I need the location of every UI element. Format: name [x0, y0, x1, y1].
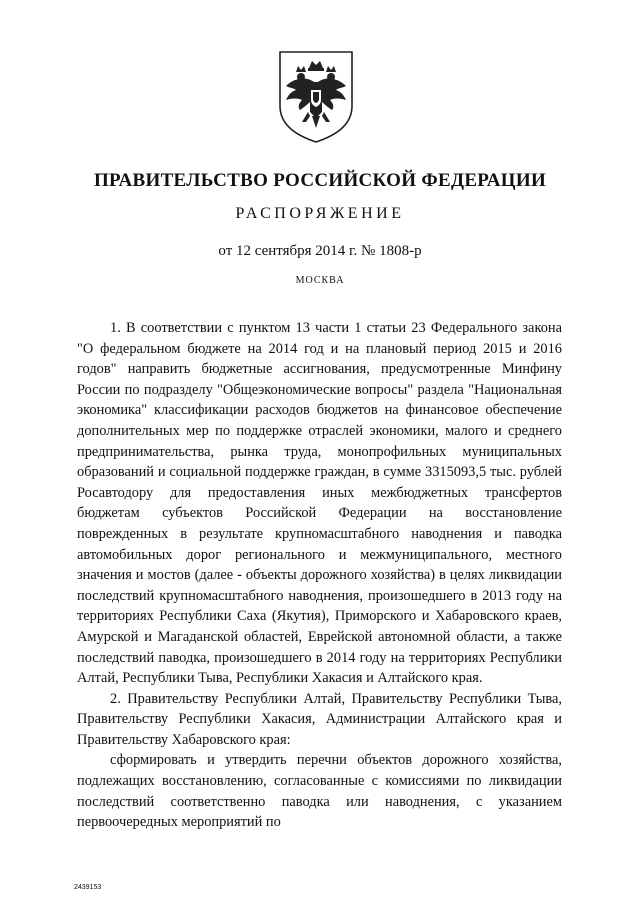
russian-coat-of-arms-icon — [276, 48, 356, 144]
paragraph-2: 2. Правительству Республики Алтай, Правительству Республики Тыва, Правительству Республики Хакасия, Администрации Алтайского края и Правительству Хабаровского края: — [77, 690, 562, 748]
document-date-number: от 12 сентября 2014 г. № 1808-р — [218, 243, 422, 259]
government-title: ПРАВИТЕЛЬСТВО РОССИЙСКОЙ ФЕДЕРАЦИИ — [93, 170, 547, 191]
paragraph-3: сформировать и утвердить перечни объектов дорожного хозяйства, подлежащих восстановлению, согласованные с комиссиями по ликвидации последствий соответственно паводка или наводнения, с указанием первоочередных мероприятий по — [77, 752, 562, 831]
document-code: 2439153 — [74, 884, 102, 891]
paragraph-1: 1. В соответствии с пунктом 13 части 1 статьи 23 Федерального закона "О федеральном бюджете на 2014 год и на плановый период 2015 и 2016 годов" направить бюджетные ассигнования, предусмотренные Минфину России по подразделу "Общеэкономические вопросы" раздела "Национальная экономика" классификации расходов бюджетов на финансовое обеспечение дополнительных мер по поддержке отраслей экономики, малого и среднего предпринимательства, рынка труда, монопрофильных муниципальных образований и социальной поддержке граждан, в сумме 3315093,5 тыс. рублей Росавтодору для предоставления иных межбюджетных трансфертов бюджетам субъектов Российской Федерации на восстановление поврежденных в результате крупномасштабного наводнения и паводка автомобильных дорог регионального и межмуниципального, местного значения и мостов (далее - объекты дорожного хозяйства) в целях ликвидации последствий крупномасштабного наводнения, произошедшего в 2013 году на территориях Республики Саха (Якутия), Приморского и Хабаровского краев, Амурской и Магаданской областей, Еврейской автономной области, а также последствий паводка, произошедшего в 2014 году на территориях Республики Алтай, Республики Тыва, Республики Хакасия и Алтайского края. — [77, 320, 562, 687]
document-type: РАСПОРЯЖЕНИЕ — [235, 205, 405, 222]
document-city: МОСКВА — [295, 275, 345, 286]
document-body — [77, 318, 562, 833]
